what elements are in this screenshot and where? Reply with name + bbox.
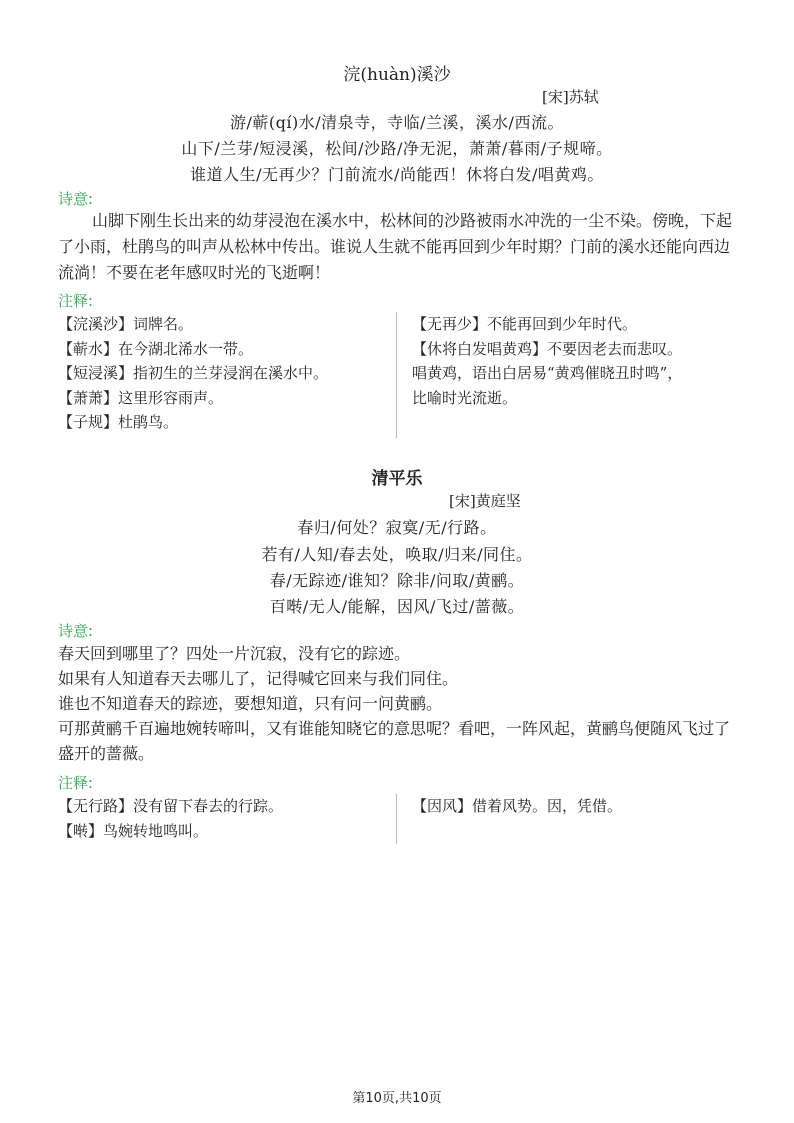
poem1-line-1: 游/蕲(qí)水/清泉寺，寺临/兰溪，溪水/西流。 bbox=[230, 113, 564, 132]
poem2-meaning-label: 诗意: bbox=[58, 622, 94, 640]
poem2-line-4: 百啭/无人/能解，因风/飞过/蔷薇。 bbox=[269, 597, 525, 616]
poem1-notes bbox=[58, 312, 748, 438]
poem2-notes bbox=[58, 794, 748, 844]
poem1-line-3: 谁道人生/无再少？门前流水/尚能西！休将白发/唱黄鸡。 bbox=[190, 165, 604, 184]
note-item: 【无再少】不能再回到少年时代。 bbox=[412, 315, 638, 333]
note-item: 【短浸溪】指初生的兰芽浸润在溪水中。 bbox=[58, 364, 329, 382]
poem1-line-2: 山下/兰芽/短浸溪，松间/沙路/净无泥，萧萧/暮雨/子规啼。 bbox=[181, 139, 613, 158]
note-item: 比喻时光流逝。 bbox=[412, 388, 518, 407]
poem2-notes-right bbox=[412, 794, 622, 819]
poem2-meaning bbox=[58, 641, 744, 766]
note-item: 【因风】借着风势。因，凭借。 bbox=[412, 797, 623, 815]
poem1-meaning bbox=[58, 208, 744, 286]
poem1-meaning-text: 山脚下刚生长出来的幼芽浸泡在溪水中，松林间的沙路被雨水冲洗的一尘不染。傍晚，下起了小雨，杜鹃鸟的叫声从松林中传出。谁说人生就不能再回到少年时期？门前的溪水还能向西边流淌！不要在老年感叹时光的飞逝啊！ bbox=[58, 211, 733, 282]
poem1-title: 浣(huàn)溪沙 bbox=[343, 65, 451, 85]
poem2-meaning-line: 春天回到哪里了？四处一片沉寂，没有它的踪迹。 bbox=[58, 644, 411, 663]
poem2-notes-left bbox=[58, 794, 283, 843]
poem2-notes-label: 注释: bbox=[58, 774, 94, 792]
note-item: 【无行路】没有留下春去的行踪。 bbox=[58, 797, 284, 815]
note-item: 【啭】鸟婉转地鸣叫。 bbox=[58, 821, 209, 840]
poem1-meaning-label: 诗意: bbox=[58, 190, 94, 208]
note-item: 【浣溪沙】词牌名。 bbox=[58, 315, 194, 333]
poem2-line-1: 春归/何处？寂寞/无/行路。 bbox=[297, 518, 497, 537]
poem2-meaning-line: 可那黄鹂千百遍地婉转啼叫，又有谁能知晓它的意思呢？看吧，一阵风起，黄鹂鸟便随风飞过了盛开的蔷薇。 bbox=[58, 719, 731, 763]
poem1-author: [宋]苏轼 bbox=[542, 88, 599, 106]
poem1-notes-left bbox=[58, 312, 328, 435]
notes-divider bbox=[396, 794, 397, 844]
note-item: 【休将白发唱黄鸡】不要因老去而悲叹。 bbox=[412, 339, 683, 358]
poem1-notes-label: 注释: bbox=[58, 292, 94, 310]
notes-divider bbox=[396, 312, 397, 438]
poem2-line-3: 春/无踪迹/谁知？除非/问取/黄鹂。 bbox=[269, 571, 525, 590]
note-item: 【蕲水】在今湖北浠水一带。 bbox=[58, 339, 254, 358]
poem2-meaning-line: 谁也不知道春天的踪迹，要想知道，只有问一问黄鹂。 bbox=[58, 694, 443, 713]
note-item: 【萧萧】这里形容雨声。 bbox=[58, 388, 224, 407]
poem1-notes-right bbox=[412, 312, 682, 410]
poem2-line-2: 若有/人知/春去处，唤取/归来/同住。 bbox=[261, 545, 533, 564]
poem2-author: [宋]黄庭坚 bbox=[449, 492, 521, 510]
poem2-meaning-line: 如果有人知道春天去哪儿了，记得喊它回来与我们同住。 bbox=[58, 669, 459, 688]
note-item: 【子规】杜鹃鸟。 bbox=[58, 413, 179, 431]
note-item: 唱黄鸡，语出白居易“黄鸡催晓丑时鸣”， bbox=[412, 364, 683, 382]
page-footer: 第10页,共10页 bbox=[352, 1091, 442, 1106]
poem2-title: 清平乐 bbox=[371, 469, 423, 489]
